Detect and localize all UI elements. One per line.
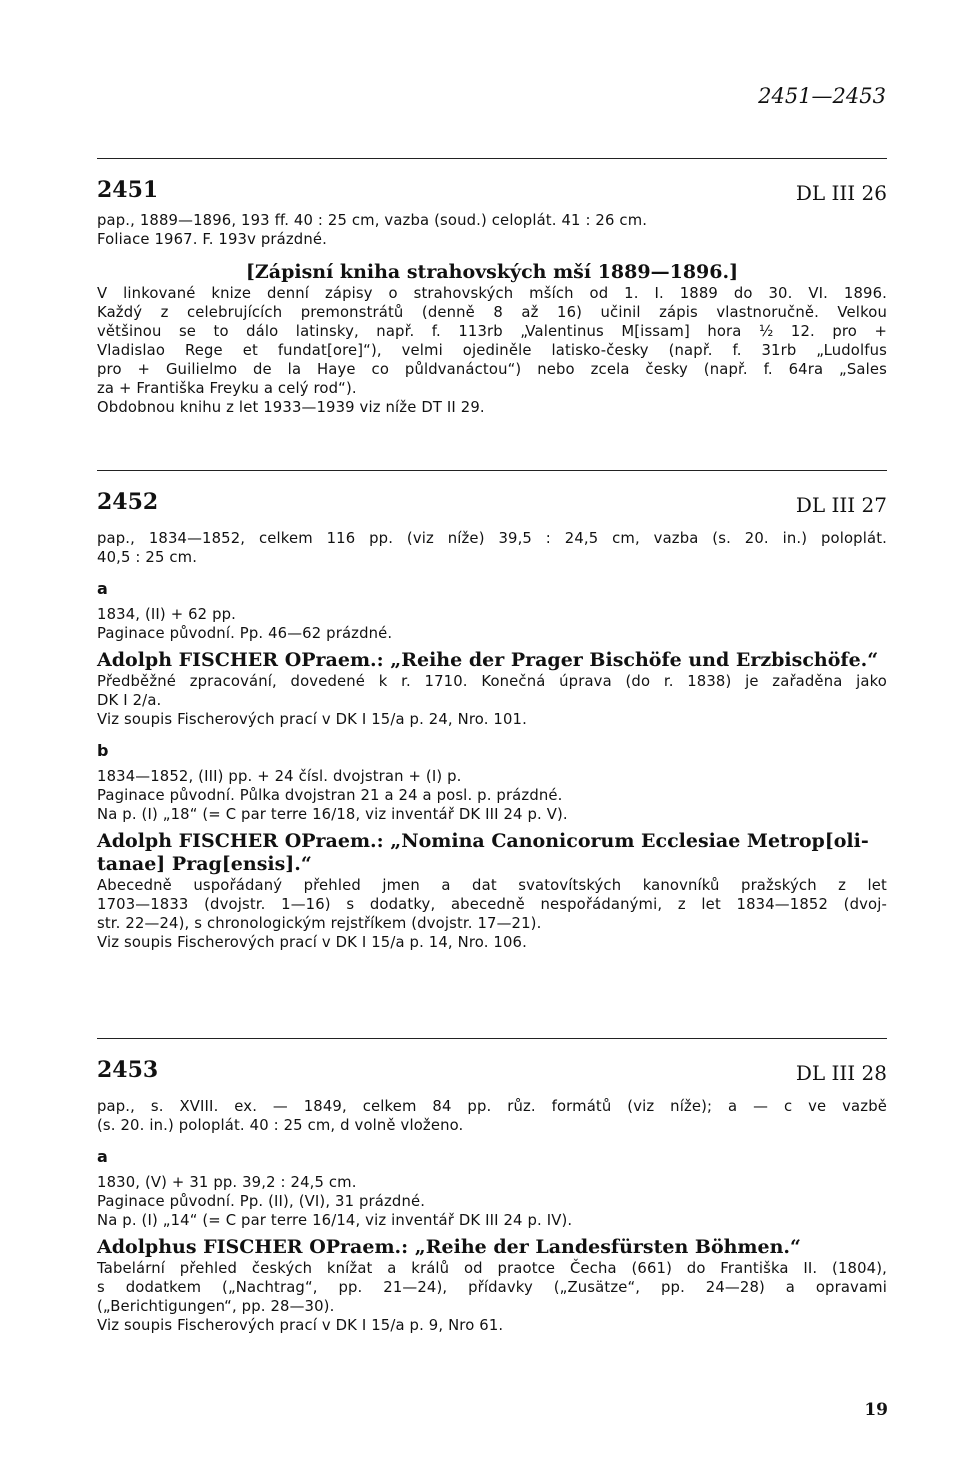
note-line: Vladislao Rege et fundat[ore]“), velmi ojediněle latisko-česky (např. f. 31rb „Ludolfus — [97, 342, 887, 359]
part-line: Paginace původní. Pp. 46—62 prázdné. — [97, 625, 393, 642]
physical-description-line: 40,5 : 25 cm. — [97, 549, 198, 566]
note-line: DK I 2/a. — [97, 692, 162, 709]
entry-heading — [97, 489, 887, 517]
note-line: 1703—1833 (dvojstr. 1—16) s dodatky, abecedně nespořádanými, z let 1834—1852 (dvoj- — [97, 896, 887, 913]
page-number: 19 — [864, 1400, 888, 1420]
entry-heading — [97, 1057, 887, 1085]
shelfmark: DL III 26 — [795, 181, 887, 205]
physical-description-line: Foliace 1967. F. 193v prázdné. — [97, 231, 327, 248]
note-line: Obdobnou knihu z let 1933—1939 viz níže DT II 29. — [97, 399, 485, 416]
physical-description-line: pap., 1889—1896, 193 ff. 40 : 25 cm, vazba (soud.) celoplát. 41 : 26 cm. — [97, 212, 648, 229]
part-line: Na p. (I) „18“ (= C par terre 16/18, viz inventář DK III 24 p. V). — [97, 806, 568, 823]
note-line: většinou se to dálo latinsky, např. f. 113rb „Valentinus M[issam] hora ½ 12. pro + — [97, 323, 887, 340]
work-title: tanae] Prag[ensis].“ — [97, 853, 312, 875]
physical-description-line: pap., 1834—1852, celkem 116 pp. (viz níže) 39,5 : 24,5 cm, vazba (s. 20. in.) poloplát. — [97, 530, 887, 547]
part-line: Paginace původní. Půlka dvojstran 21 a 24 a posl. p. prázdné. — [97, 787, 563, 804]
note-line: Abecedně uspořádaný přehled jmen a dat svatovítských kanovníků pražských z let — [97, 877, 887, 894]
note-line: Viz soupis Fischerových prací v DK I 15/a p. 9, Nro 61. — [97, 1317, 504, 1334]
part-label: a — [97, 1147, 108, 1166]
entry-2452 — [97, 470, 887, 952]
entry-heading — [97, 177, 887, 205]
work-title: Adolph FISCHER OPraem.: „Reihe der Prager Bischöfe und Erzbischöfe.“ — [97, 649, 879, 671]
work-title: Adolph FISCHER OPraem.: „Nomina Canonicorum Ecclesiae Metrop[oli- — [97, 830, 869, 852]
physical-description-line: pap., s. XVIII. ex. — 1849, celkem 84 pp. růz. formátů (viz níže); a — c ve vazbě — [97, 1098, 887, 1115]
shelfmark: DL III 27 — [795, 493, 887, 517]
work-title: Adolphus FISCHER OPraem.: „Reihe der Landesfürsten Böhmen.“ — [97, 1236, 801, 1258]
shelfmark: DL III 28 — [795, 1061, 887, 1085]
part-line: 1834—1852, (III) pp. + 24 čísl. dvojstran + (I) p. — [97, 768, 462, 785]
entry-divider — [97, 158, 887, 159]
part-label: b — [97, 741, 109, 760]
entry-divider — [97, 470, 887, 471]
note-line: za + Františka Freyku a celý rod“). — [97, 380, 357, 397]
entry-number: 2452 — [97, 489, 159, 515]
note-line: str. 22—24), s chronologickým rejstříkem (dvojstr. 17—21). — [97, 915, 542, 932]
note-line: pro + Guilielmo de la Haye co půldvanáctou“) nebo zcela česky (např. f. 64ra „Sales — [97, 361, 887, 378]
note-line: Každý z celebrujících premonstrátů (denně 8 až 16) učinil zápis vlastnoručně. Velkou — [97, 304, 887, 321]
entry-2451 — [97, 158, 887, 417]
note-line: Předběžné zpracování, dovedené k r. 1710. Konečná úprava (do r. 1838) je zařaděna jako — [97, 673, 887, 690]
part-line: 1830, (V) + 31 pp. 39,2 : 24,5 cm. — [97, 1174, 357, 1191]
part-line: Na p. (I) „14“ (= C par terre 16/14, viz inventář DK III 24 p. IV). — [97, 1212, 573, 1229]
note-line: Viz soupis Fischerových prací v DK I 15/a p. 14, Nro. 106. — [97, 934, 527, 951]
entry-number: 2453 — [97, 1057, 159, 1083]
entry-number: 2451 — [97, 177, 159, 203]
note-line: Tabelární přehled českých knížat a králů od praotce Čecha (661) do Františka II. (1804), — [97, 1260, 887, 1277]
note-line: Viz soupis Fischerových prací v DK I 15/a p. 24, Nro. 101. — [97, 711, 527, 728]
running-header: 2451—2453 — [758, 84, 886, 108]
note-line: („Berichtigungen“, pp. 28—30). — [97, 1298, 335, 1315]
part-line: Paginace původní. Pp. (II), (VI), 31 prázdné. — [97, 1193, 426, 1210]
part-label: a — [97, 579, 108, 598]
entry-divider — [97, 1038, 887, 1039]
note-line: s dodatkem („Nachtrag“, pp. 21—24), přídavky („Zusätze“, pp. 24—28) a opravami — [97, 1279, 887, 1296]
note-line: V linkované knize denní zápisy o strahovských mších od 1. I. 1889 do 30. VI. 1896. — [97, 285, 887, 302]
work-title: [Zápisní kniha strahovských mší 1889—1896.] — [245, 261, 739, 283]
part-line: 1834, (II) + 62 pp. — [97, 606, 237, 623]
entry-2453 — [97, 1038, 887, 1335]
physical-description-line: (s. 20. in.) poloplát. 40 : 25 cm, d volně vloženo. — [97, 1117, 464, 1134]
